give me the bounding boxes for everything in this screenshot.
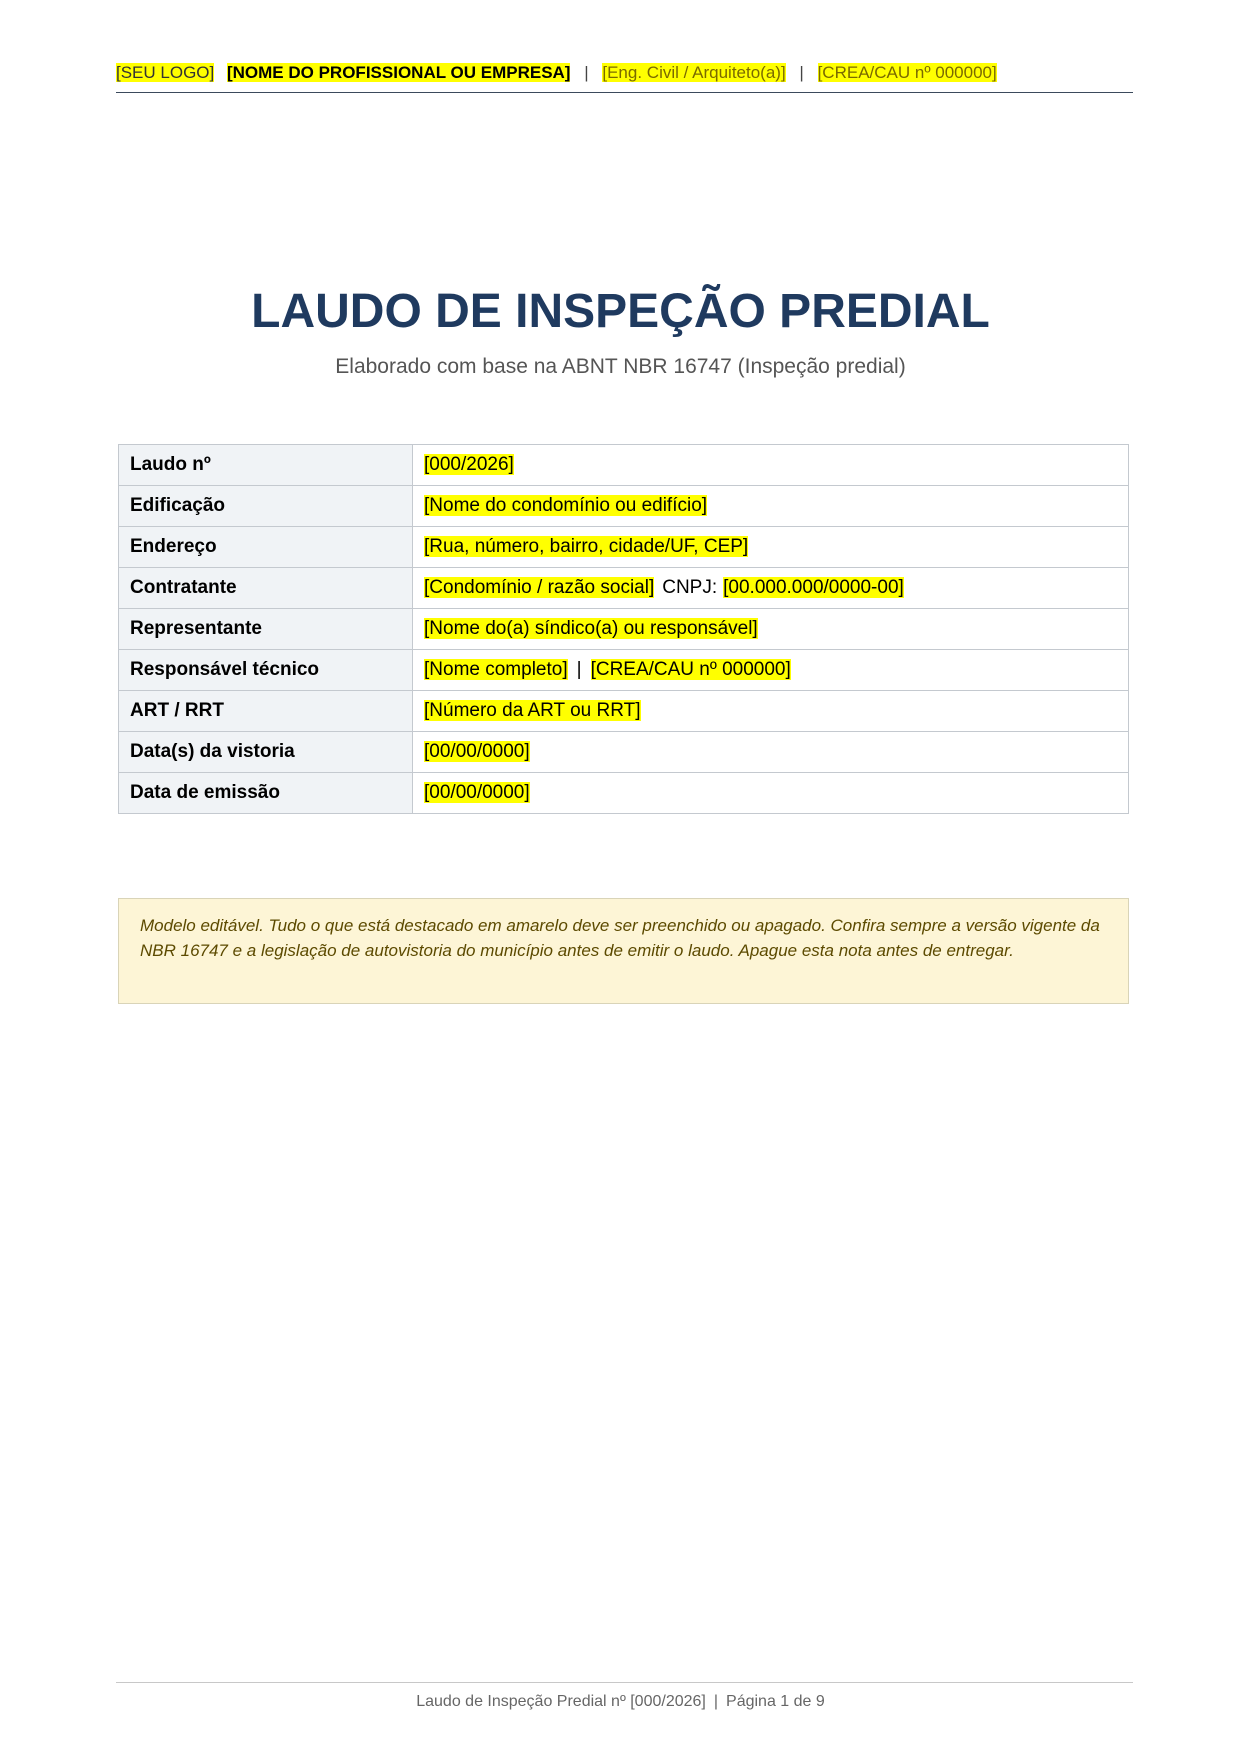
header-separator: | — [799, 63, 804, 82]
table-row — [119, 732, 1129, 773]
table-row — [119, 568, 1129, 609]
row-label: Responsável técnico — [119, 650, 413, 691]
row-label: Data de emissão — [119, 773, 413, 814]
table-row — [119, 691, 1129, 732]
editable-template-note — [118, 898, 1129, 1004]
row-value — [413, 527, 1129, 568]
info-table — [118, 444, 1129, 814]
table-row — [119, 527, 1129, 568]
row-value — [413, 486, 1129, 527]
document-title: LAUDO DE INSPEÇÃO PREDIAL — [251, 285, 990, 338]
row-value — [413, 773, 1129, 814]
table-row — [119, 773, 1129, 814]
footer-divider — [116, 1682, 1133, 1683]
representative: [Nome do(a) síndico(a) ou responsável] — [424, 618, 758, 639]
laudo-number: [000/2026] — [424, 454, 514, 475]
client-name: [Condomínio / razão social] — [424, 577, 655, 598]
footer-doc-reference: Laudo de Inspeção Predial nº [000/2026] — [416, 1693, 706, 1710]
technician-name: [Nome completo] — [424, 659, 568, 680]
note-text: Modelo editável. Tudo o que está destacado em amarelo deve ser preenchido ou apagado. Confira sempre a versão vigente da NBR 16747 e a legislação de autovistoria do município antes de emitir o laudo. Apague esta nota antes de entregar. — [140, 916, 1100, 960]
art-number: [Número da ART ou RRT] — [424, 700, 641, 721]
header-separator: | — [584, 63, 589, 82]
row-value — [413, 445, 1129, 486]
address: [Rua, número, bairro, cidade/UF, CEP] — [424, 536, 749, 557]
table-row — [119, 445, 1129, 486]
row-value — [413, 732, 1129, 773]
inspection-date: [00/00/0000] — [424, 741, 530, 762]
building-name: [Nome do condomínio ou edifício] — [424, 495, 708, 516]
document-subtitle: Elaborado com base na ABNT NBR 16747 (Inspeção predial) — [335, 355, 906, 378]
cnpj-value: [00.000.000/0000-00] — [723, 577, 904, 598]
page-header — [116, 62, 1133, 84]
header-divider — [116, 92, 1133, 93]
row-label: Edificação — [119, 486, 413, 527]
table-row — [119, 609, 1129, 650]
cnpj-label: CNPJ: — [662, 577, 718, 598]
row-label: Contratante — [119, 568, 413, 609]
table-row — [119, 650, 1129, 691]
page-footer — [0, 1692, 1241, 1712]
row-label: Endereço — [119, 527, 413, 568]
row-label: Data(s) da vistoria — [119, 732, 413, 773]
row-value — [413, 568, 1129, 609]
row-value — [413, 609, 1129, 650]
company-name: [NOME DO PROFISSIONAL OU EMPRESA] — [226, 63, 571, 82]
table-row — [119, 486, 1129, 527]
row-label: Laudo nº — [119, 445, 413, 486]
logo-placeholder: [SEU LOGO] — [116, 63, 215, 82]
header-registration: [CREA/CAU nº 000000] — [817, 63, 997, 82]
technician-registration: [CREA/CAU nº 000000] — [590, 659, 791, 680]
row-label: ART / RRT — [119, 691, 413, 732]
page-number: Página 1 de 9 — [726, 1693, 825, 1710]
row-label: Representante — [119, 609, 413, 650]
value-separator: | — [576, 659, 582, 680]
row-value — [413, 691, 1129, 732]
row-value — [413, 650, 1129, 691]
issue-date: [00/00/0000] — [424, 782, 530, 803]
profession: [Eng. Civil / Arquiteto(a)] — [602, 63, 786, 82]
footer-separator: | — [713, 1693, 719, 1710]
